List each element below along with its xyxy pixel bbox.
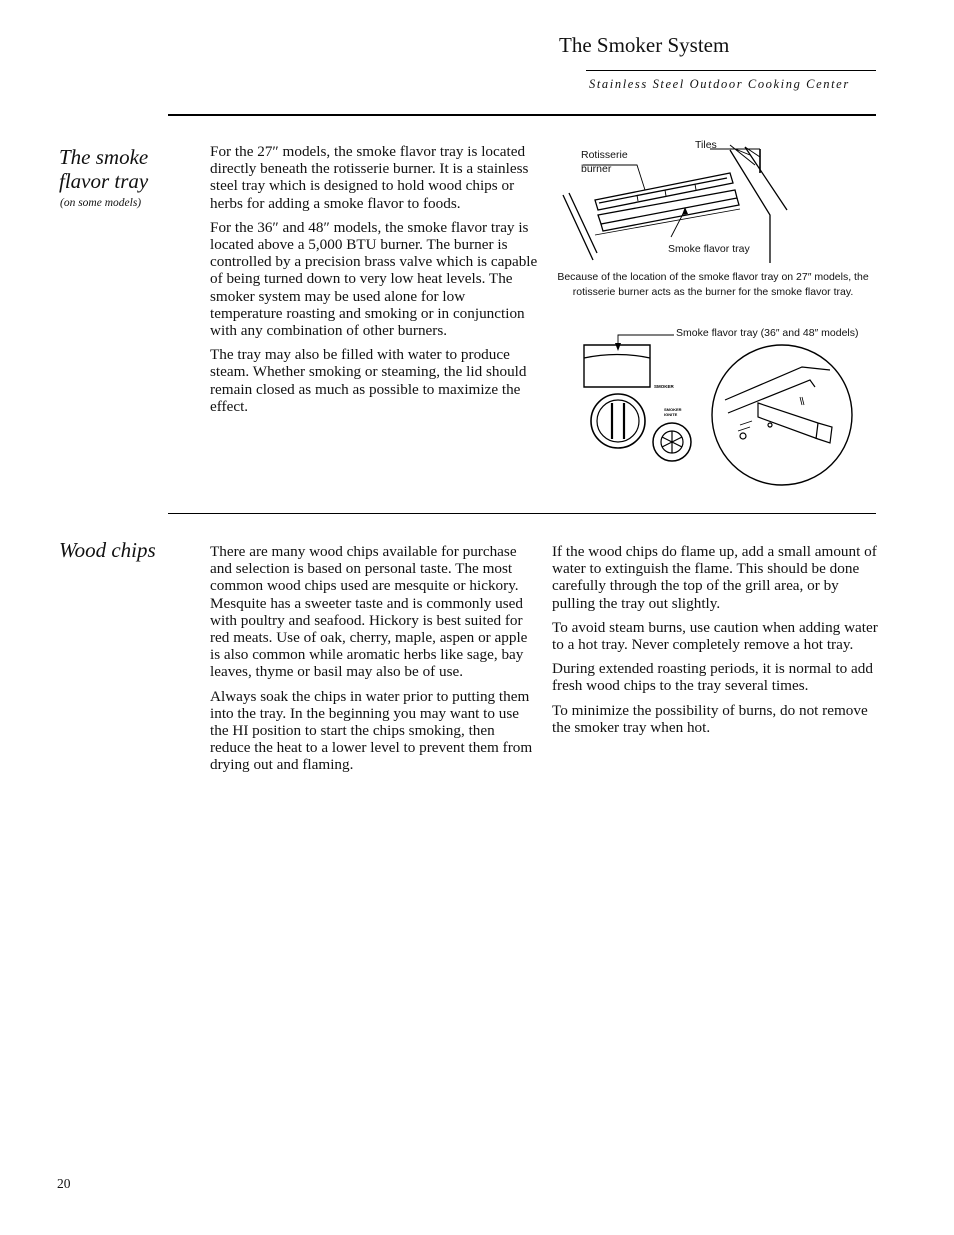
paragraph: If the wood chips do flame up, add a small amount of water to extinguish the flame. This should be done carefully through the top of the grill area, or by pulling the tray out slightly. (552, 543, 877, 612)
paragraph: The tray may also be filled with water to produce steam. Whether smoking or steaming, the lid should remain closed as much as possible to maximize the effect. (210, 346, 527, 415)
label-smoke-flavor-tray: Smoke flavor tray (668, 243, 750, 255)
label-rotisserie-line-1: Rotisserie (581, 149, 628, 161)
paragraph: For the 27″ models, the smoke flavor tray is located directly beneath the rotisserie burner. It is a stainless steel tray which is designed to hold wood chips or herbs for adding a smoke flavor to foods. (210, 143, 529, 212)
wood-chips-column-1 (210, 543, 535, 781)
section-title-line-2: flavor tray (59, 169, 149, 193)
paragraph: Always soak the chips in water prior to putting them into the tray. In the beginning you may want to use the HI position to start the chips smoking, then reduce the heat to a lower level to prevent them from drying out and flaming. (210, 687, 533, 774)
paragraph: There are many wood chips available for purchase and selection is based on personal taste. The most common wood chips used are mesquite or hickory. Mesquite has a sweeter taste and is commonly used with poultry and seafood. Hickory is best suited for red meats. Use of oak, cherry, maple, aspen or apple is also common while aromatic herbs like sage, bay leaves, thyme or basil may also be of use. (210, 543, 528, 681)
section-note: (on some models) (60, 197, 142, 209)
section-title-line-1: The smoke (59, 145, 149, 169)
section-divider-middle (168, 513, 876, 514)
label-rotisserie (581, 148, 628, 176)
page-number: 20 (57, 1176, 71, 1191)
knob-label-2: IGNITE (664, 412, 678, 417)
paragraph: To minimize the possibility of burns, do not remove the smoker tray when hot. (552, 701, 868, 736)
paragraph: For the 36″ and 48″ models, the smoke flavor tray is located above a 5,000 BTU burner. The burner is controlled by a precision brass valve which is capable of being turned down to very low heat levels. The smoker system may be used alone for low temperature roasting and smoking or in conjunction with any combination of other burners. (210, 218, 538, 340)
panel-label: SMOKER (654, 384, 674, 389)
figure-1-caption: Because of the location of the smoke flavor tray on 27″ models, the rotisserie burner acts as the burner for the smoke flavor tray. (557, 271, 869, 298)
wood-chips-column-2 (552, 543, 880, 743)
paragraph: To avoid steam burns, use caution when adding water to a hot tray. Never completely remove a hot tray. (552, 618, 878, 654)
smoke-tray-text (210, 143, 540, 422)
paragraph: During extended roasting periods, it is normal to add fresh wood chips to the tray several times. (552, 660, 873, 695)
page-header-title: The Smoker System (559, 33, 730, 57)
label-smoke-flavor-tray-36-48: Smoke flavor tray (36″ and 48″ models) (676, 327, 859, 339)
label-tiles: Tiles (695, 139, 717, 151)
page-header-subtitle: Stainless Steel Outdoor Cooking Center (589, 77, 850, 91)
header-rule (586, 70, 876, 71)
label-rotisserie-line-2: burner (581, 163, 612, 175)
section-title-wood-chips: Wood chips (59, 538, 156, 562)
figure-36-48-inch-tray (580, 325, 860, 490)
section-divider-top (168, 114, 876, 116)
knob-label-1: SMOKER (664, 407, 682, 412)
section-title-smoke-tray (59, 145, 148, 193)
